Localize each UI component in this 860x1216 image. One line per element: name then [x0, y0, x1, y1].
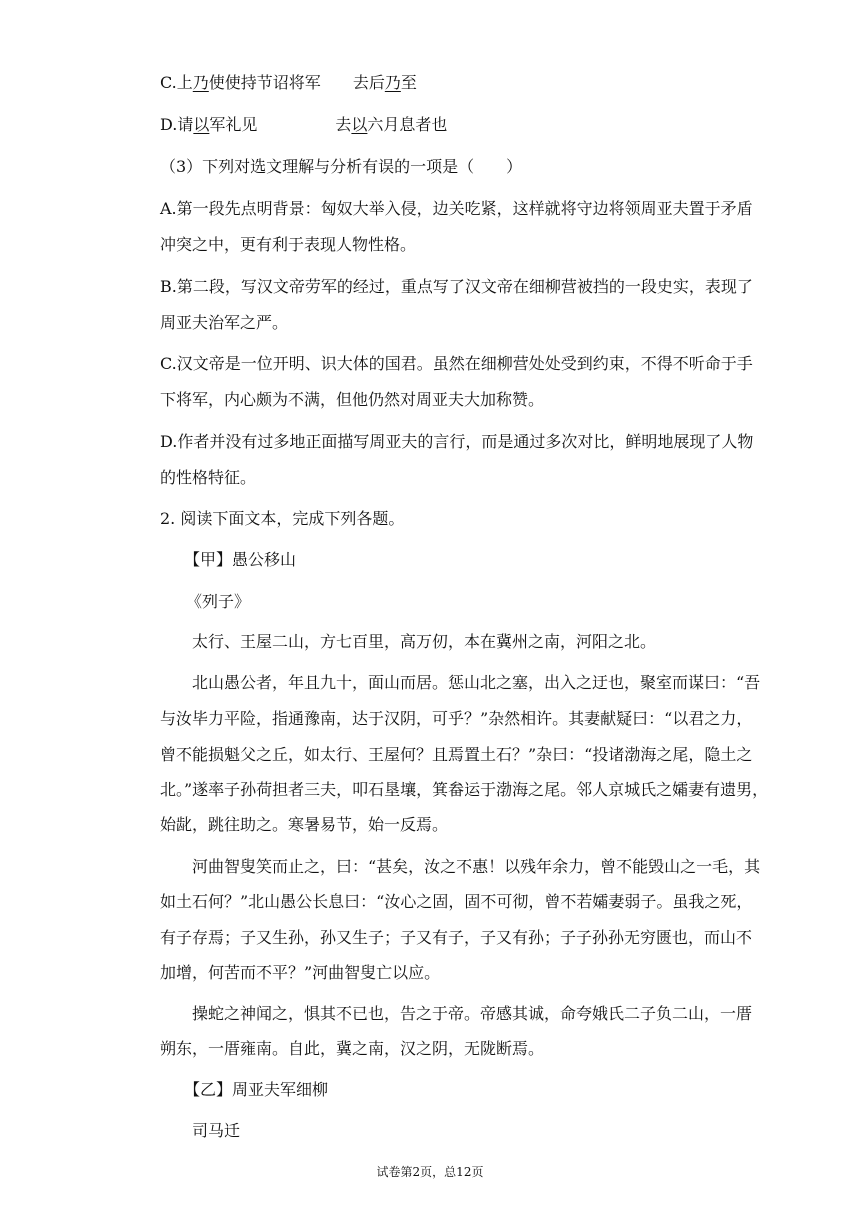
- underlined-word: 以: [193, 115, 210, 134]
- option-text: 使使持节诏将军: [208, 73, 321, 92]
- passage-a-p3-line-3: 有子存焉；子又生孙，孙又生子；子又有子，子又有孙；子子孙孙无穷匮也，而山不: [160, 928, 753, 947]
- passage-a-p3-line-4: 加增，何苦而不平？”河曲智叟亡以应。: [160, 963, 441, 982]
- answer-b-line-2: 周亚夫治军之严。: [160, 313, 289, 332]
- passage-b-author: 司马迁: [192, 1121, 241, 1140]
- passage-a-p1-line-1: 太行、王屋二山，方七百里，高万仞，本在冀州之南，河阳之北。: [192, 632, 657, 651]
- underlined-word: 以: [351, 115, 368, 134]
- passage-a-source: 《列子》: [186, 592, 251, 611]
- option-text: 去后: [352, 73, 385, 92]
- answer-a-line-2: 冲突之中，更有利于表现人物性格。: [160, 235, 417, 254]
- option-text: 至: [400, 73, 417, 92]
- option-d-line: [160, 115, 447, 135]
- page-footer: 试卷第2页，总12页: [376, 1165, 484, 1179]
- sub-question-3-prompt: （3）下列对选文理解与分析有误的一项是（ ）: [160, 157, 523, 176]
- passage-a-p2-line-4: 北。”遂率子孙荷担者三夫，叩石垦壤，箕畚运于渤海之尾。邻人京城氏之孀妻有遗男，: [160, 780, 769, 799]
- option-c-line: [160, 73, 417, 93]
- underlined-word: 乃: [384, 73, 401, 92]
- passage-a-p3-line-1: 河曲智叟笑而止之，曰：“甚矣，汝之不惠！以残年余力，曾不能毁山之一毛，其: [192, 857, 761, 876]
- passage-a-title: 【甲】愚公移山: [184, 550, 297, 569]
- passage-a-p3-line-2: 如土石何？”北山愚公长息曰：“汝心之固，固不可彻，曾不若孀妻弱子。虽我之死，: [160, 892, 753, 911]
- option-text: 去: [335, 115, 352, 134]
- option-text: 六月息者也: [367, 115, 448, 134]
- passage-a-p2-line-1: 北山愚公者，年且九十，面山而居。惩山北之塞，出入之迂也，聚室而谋曰：“吾: [192, 673, 761, 692]
- option-label: C.: [160, 73, 177, 92]
- answer-d-line-1: D.作者并没有过多地正面描写周亚夫的言行，而是通过多次对比，鲜明地展现了人物: [160, 432, 754, 451]
- option-label: D.: [160, 115, 178, 134]
- answer-c-line-2: 下将军，内心颇为不满，但他仍然对周亚夫大加称赞。: [160, 390, 545, 409]
- passage-a-p2-line-3: 曾不能损魁父之丘，如太行、王屋何？且焉置土石？”杂曰：“投诸渤海之尾，隐土之: [160, 745, 753, 764]
- option-text: 请: [177, 115, 194, 134]
- option-text: 军礼见: [209, 115, 258, 134]
- question-2-prompt: 2. 阅读下面文本，完成下列各题。: [160, 509, 405, 528]
- passage-a-p2-line-2: 与汝毕力平险，指通豫南，达于汉阴，可乎？”杂然相许。其妻献疑曰：“以君之力，: [160, 709, 753, 728]
- passage-a-p4-line-1: 操蛇之神闻之，惧其不已也，告之于帝。帝感其诚，命夸娥氏二子负二山，一厝: [192, 1004, 753, 1023]
- underlined-word: 乃: [192, 73, 209, 92]
- option-text: 上: [176, 73, 193, 92]
- answer-a-line-1: A.第一段先点明背景：匈奴大举入侵，边关吃紧，这样就将守边将领周亚夫置于矛盾: [160, 199, 753, 218]
- answer-d-line-2: 的性格特征。: [160, 468, 257, 487]
- answer-c-line-1: C.汉文帝是一位开明、识大体的国君。虽然在细柳营处处受到约束，不得不听命于手: [160, 354, 753, 373]
- passage-b-title: 【乙】周亚夫军细柳: [184, 1080, 329, 1099]
- answer-b-line-1: B.第二段，写汉文帝劳军的经过，重点写了汉文帝在细柳营被挡的一段史实，表现了: [160, 277, 753, 296]
- passage-a-p2-line-5: 始龀，跳往助之。寒暑易节，始一反焉。: [160, 815, 449, 834]
- passage-a-p4-line-2: 朔东，一厝雍南。自此，冀之南，汉之阴，无陇断焉。: [160, 1039, 545, 1058]
